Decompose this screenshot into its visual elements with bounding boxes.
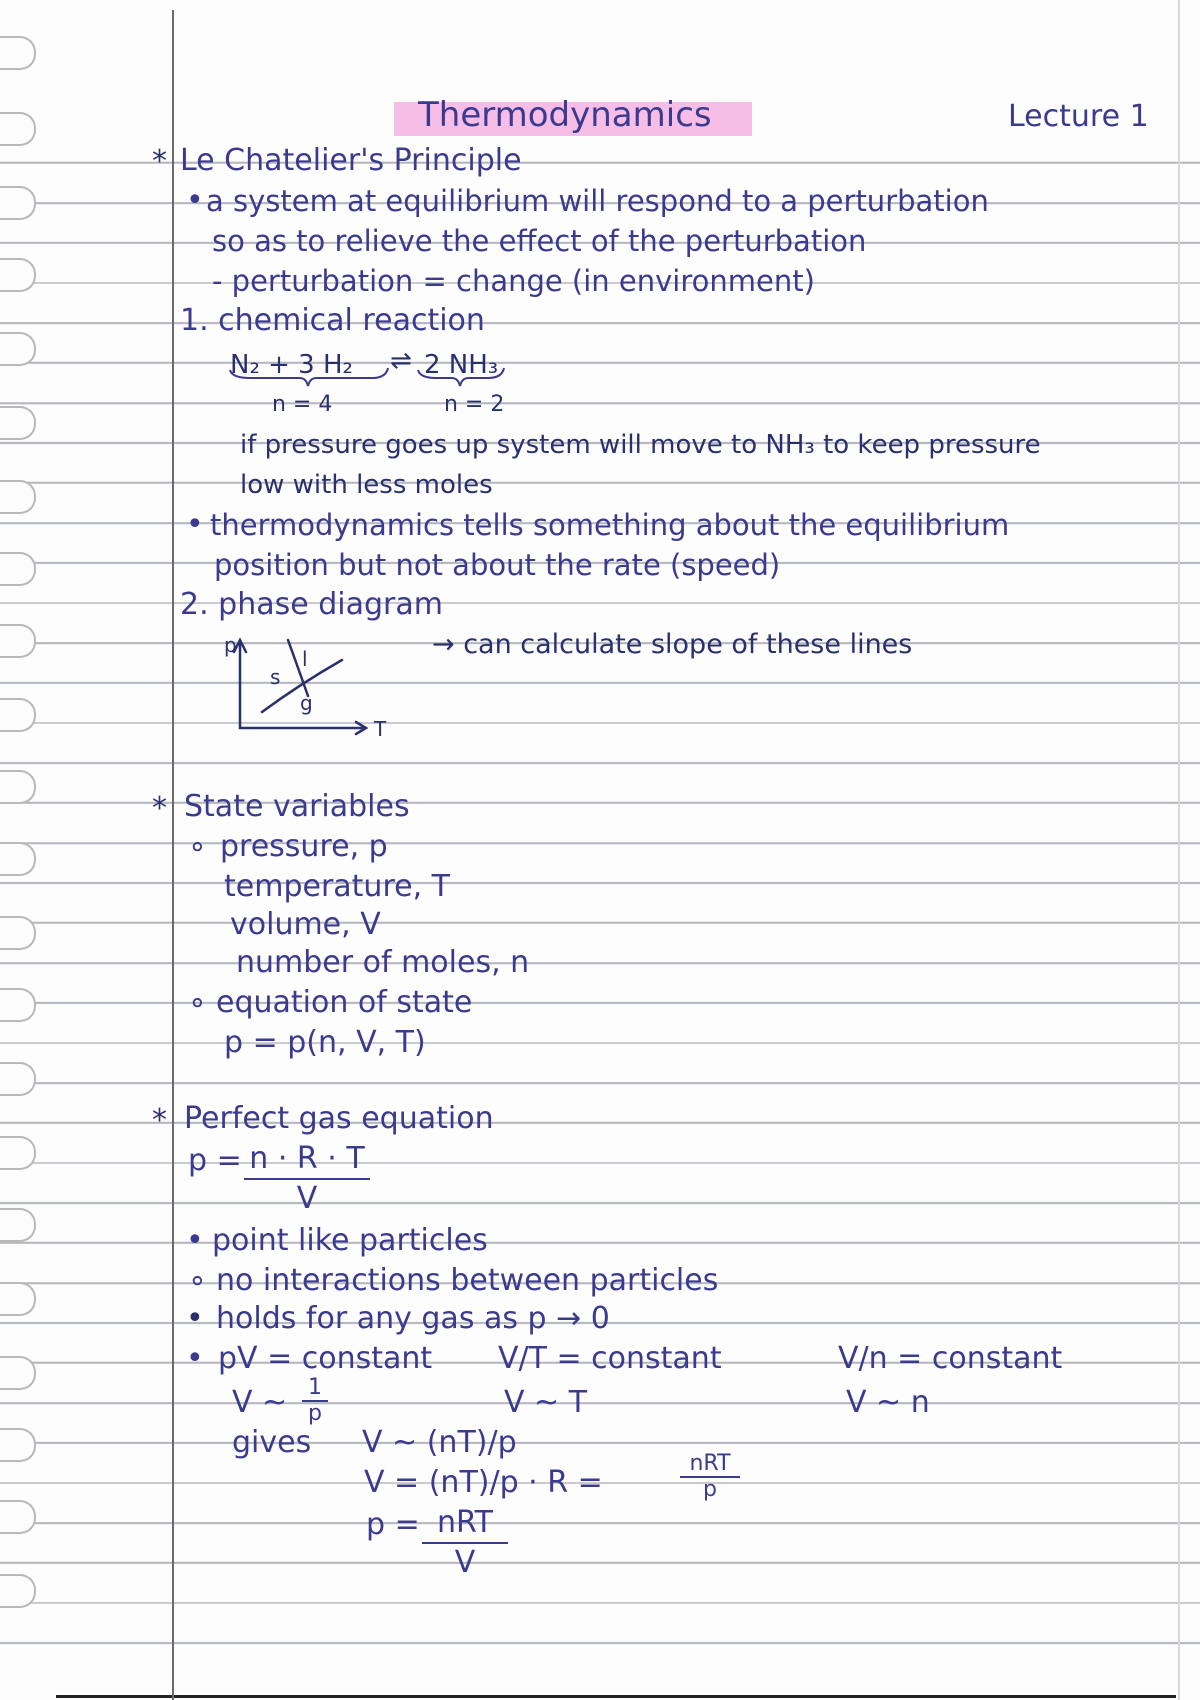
section-heading-perfect-gas: Perfect gas equation	[184, 1101, 494, 1136]
binder-hole	[0, 916, 36, 950]
boyle-fraction	[302, 1376, 328, 1426]
binder-hole	[0, 1356, 36, 1390]
axis-label-p: p	[224, 633, 237, 657]
section-star: *	[152, 1103, 167, 1138]
page-title: Thermodynamics	[418, 95, 712, 135]
binder-hole	[0, 698, 36, 732]
binder-hole	[0, 1574, 36, 1608]
binder-hole	[0, 552, 36, 586]
fraction-numerator: 1	[302, 1376, 328, 1402]
principle-line-3: - perturbation = change (in environment)	[212, 264, 815, 298]
state-variable: number of moles, n	[236, 945, 530, 980]
region-gas: g	[300, 691, 313, 715]
bullet-dot: •	[186, 1341, 204, 1376]
gives-label: gives	[232, 1425, 312, 1460]
principle-line-2: so as to relieve the effect of the perturbation	[212, 224, 867, 258]
lecture-label: Lecture 1	[1008, 99, 1149, 134]
region-solid: s	[270, 665, 281, 689]
fraction-denominator: p	[308, 1401, 322, 1426]
derivation-step-1: V ~ (nT)/p	[362, 1425, 517, 1460]
avogadro-proportionality: V ~ n	[846, 1385, 930, 1420]
ideal-gas-fraction	[422, 1504, 508, 1582]
bullet-dot: •	[186, 1223, 204, 1258]
binder-hole	[0, 406, 36, 440]
gas-assumption: no interactions between particles	[216, 1263, 719, 1298]
bullet-dot: •	[186, 183, 204, 218]
reaction-equilibrium-arrow: ⇌	[390, 346, 412, 376]
equation-of-state-label: equation of state	[216, 985, 473, 1020]
moles-products: n = 2	[444, 392, 505, 417]
perfect-gas-fraction	[244, 1140, 370, 1218]
binder-hole	[0, 1136, 36, 1170]
fraction-numerator: nRT	[422, 1504, 508, 1544]
gas-assumption: point like particles	[212, 1223, 488, 1258]
avogadro-law: V/n = constant	[838, 1341, 1063, 1376]
state-variable: pressure, p	[220, 829, 388, 864]
derivation-step-2: V = (nT)/p · R =	[364, 1465, 603, 1500]
bottom-rule	[56, 1695, 1176, 1698]
binder-hole	[0, 480, 36, 514]
fraction-numerator: n · R · T	[244, 1140, 370, 1180]
bullet-dot: •	[186, 507, 204, 542]
binder-hole	[0, 988, 36, 1022]
binder-hole	[0, 332, 36, 366]
binder-hole	[0, 1428, 36, 1462]
fraction-denominator: V	[454, 1545, 476, 1580]
perfect-gas-lhs: p =	[188, 1143, 242, 1178]
section-star: *	[152, 144, 167, 179]
item-phase-diagram: 2. phase diagram	[180, 587, 443, 622]
gas-assumption: holds for any gas as p → 0	[216, 1301, 610, 1336]
equation-of-state: p = p(n, V, T)	[224, 1025, 426, 1060]
bullet-circle: ∘	[188, 829, 207, 864]
binder-hole	[0, 770, 36, 804]
axis-label-T: T	[374, 717, 387, 741]
page-edge	[1178, 0, 1180, 1700]
derivation-fraction	[680, 1452, 740, 1502]
section-star: *	[152, 791, 167, 826]
section-heading-state-variables: State variables	[184, 789, 410, 824]
charles-law: V/T = constant	[498, 1341, 722, 1376]
derivation-step-3-lhs: p =	[366, 1507, 420, 1542]
page-bottom-margin	[0, 1655, 1200, 1700]
charles-proportionality: V ~ T	[504, 1385, 588, 1420]
slope-note: → can calculate slope of these lines	[432, 629, 913, 660]
binder-hole	[0, 186, 36, 220]
binder-hole	[0, 842, 36, 876]
state-variable: volume, V	[230, 907, 381, 942]
fraction-numerator: nRT	[680, 1452, 740, 1478]
thermo-note-2: position but not about the rate (speed)	[214, 548, 781, 582]
binder-hole	[0, 1062, 36, 1096]
section-heading-le-chatelier: Le Chatelier's Principle	[180, 143, 522, 178]
binder-hole	[0, 36, 36, 70]
bullet-dot: •	[186, 1301, 204, 1336]
item-chemical-reaction: 1. chemical reaction	[180, 303, 485, 338]
pressure-note-2: low with less moles	[240, 470, 493, 500]
margin-line	[172, 10, 174, 1700]
region-liquid: l	[302, 647, 308, 671]
binder-hole	[0, 112, 36, 146]
fraction-denominator: V	[296, 1181, 318, 1216]
reaction-product: 2 NH₃	[424, 350, 499, 380]
binder-hole	[0, 258, 36, 292]
binder-hole	[0, 624, 36, 658]
thermo-note-1: thermodynamics tells something about the equilibrium	[210, 508, 1010, 542]
binder-hole	[0, 1282, 36, 1316]
reaction-reactants: N₂ + 3 H₂	[230, 350, 353, 380]
bullet-circle: ∘	[188, 985, 207, 1020]
fraction-denominator: p	[703, 1477, 717, 1502]
state-variable: temperature, T	[224, 869, 450, 904]
bullet-circle: ∘	[188, 1263, 207, 1298]
x-axis-arrowhead	[356, 722, 366, 734]
binder-hole	[0, 1500, 36, 1534]
moles-reactants: n = 4	[272, 392, 333, 417]
boyle-proportionality: V ~	[232, 1385, 288, 1420]
binder-hole	[0, 1208, 36, 1242]
boyle-law: pV = constant	[218, 1341, 433, 1376]
principle-line-1: a system at equilibrium will respond to a perturbation	[206, 184, 989, 218]
pressure-note-1: if pressure goes up system will move to NH₃ to keep pressure	[240, 430, 1041, 460]
